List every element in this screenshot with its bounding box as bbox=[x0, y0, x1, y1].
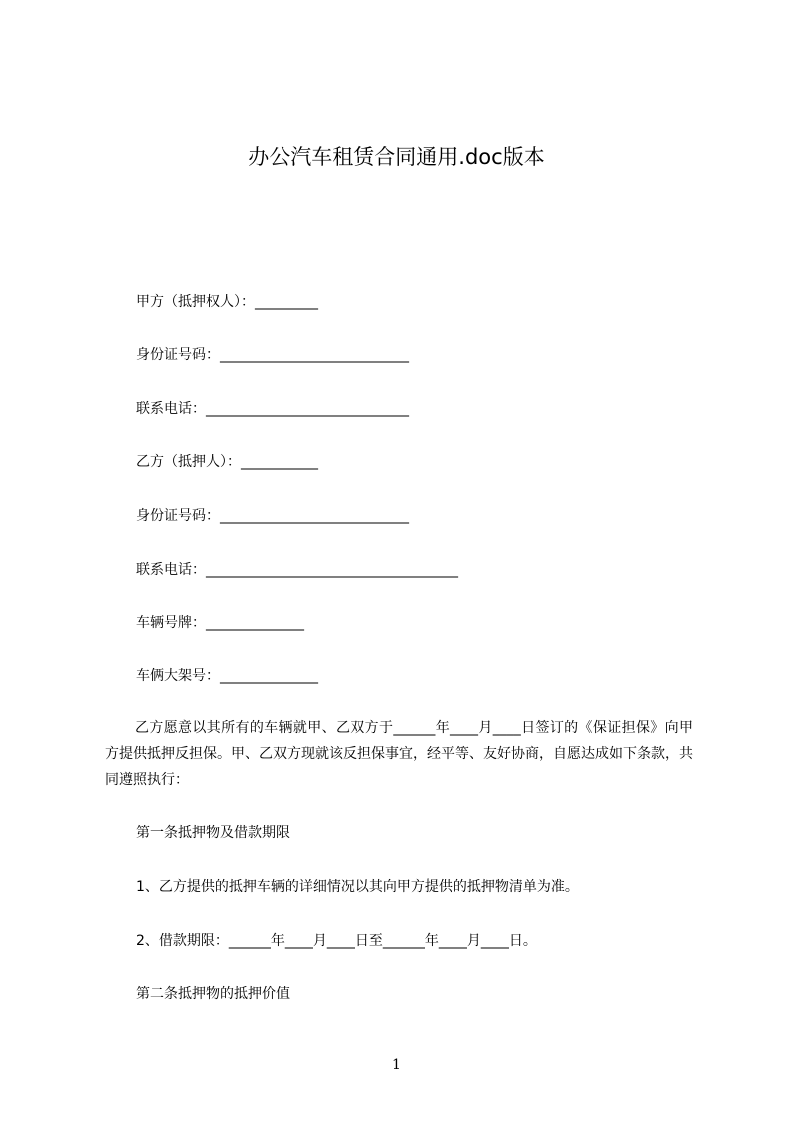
field-party-a-phone: 联系电话：_____________________________ bbox=[136, 401, 409, 417]
field-party-b-mortgagor: 乙方（抵押人）：___________ bbox=[136, 454, 318, 470]
page-number: 1 bbox=[392, 1057, 401, 1073]
field-party-b-id-number: 身份证号码：___________________________ bbox=[136, 508, 409, 524]
field-vehicle-plate: 车辆号牌：______________ bbox=[136, 615, 304, 631]
intro-paragraph: 乙方愿意以其所有的车辆就甲、乙双方于______年____月____日签订的《保证担保》向甲方提供抵押反担保。甲、乙双方现就该反担保事宜，经平等、友好协商，自愿达成如下条款，共同遵照执行： bbox=[105, 720, 693, 788]
field-party-a-mortgagee: 甲方（抵押权人）：_________ bbox=[136, 294, 318, 310]
field-party-a-id-number: 身份证号码：___________________________ bbox=[136, 347, 409, 363]
field-party-b-phone: 联系电话：____________________________________ bbox=[136, 562, 458, 578]
section-heading-2: 第二条抵押物的抵押价值 bbox=[136, 986, 290, 1002]
section-heading-1: 第一条抵押物及借款期限 bbox=[136, 825, 290, 841]
document-title: 办公汽车租赁合同通用.doc版本 bbox=[248, 145, 545, 169]
clause-1-2: 2、借款期限：______年____月____日至______年____月____日。 bbox=[136, 933, 537, 949]
field-vehicle-frame-number: 车俩大架号：______________ bbox=[136, 668, 318, 684]
clause-1-1: 1、乙方提供的抵押车辆的详细情况以其向甲方提供的抵押物清单为准。 bbox=[136, 879, 579, 895]
